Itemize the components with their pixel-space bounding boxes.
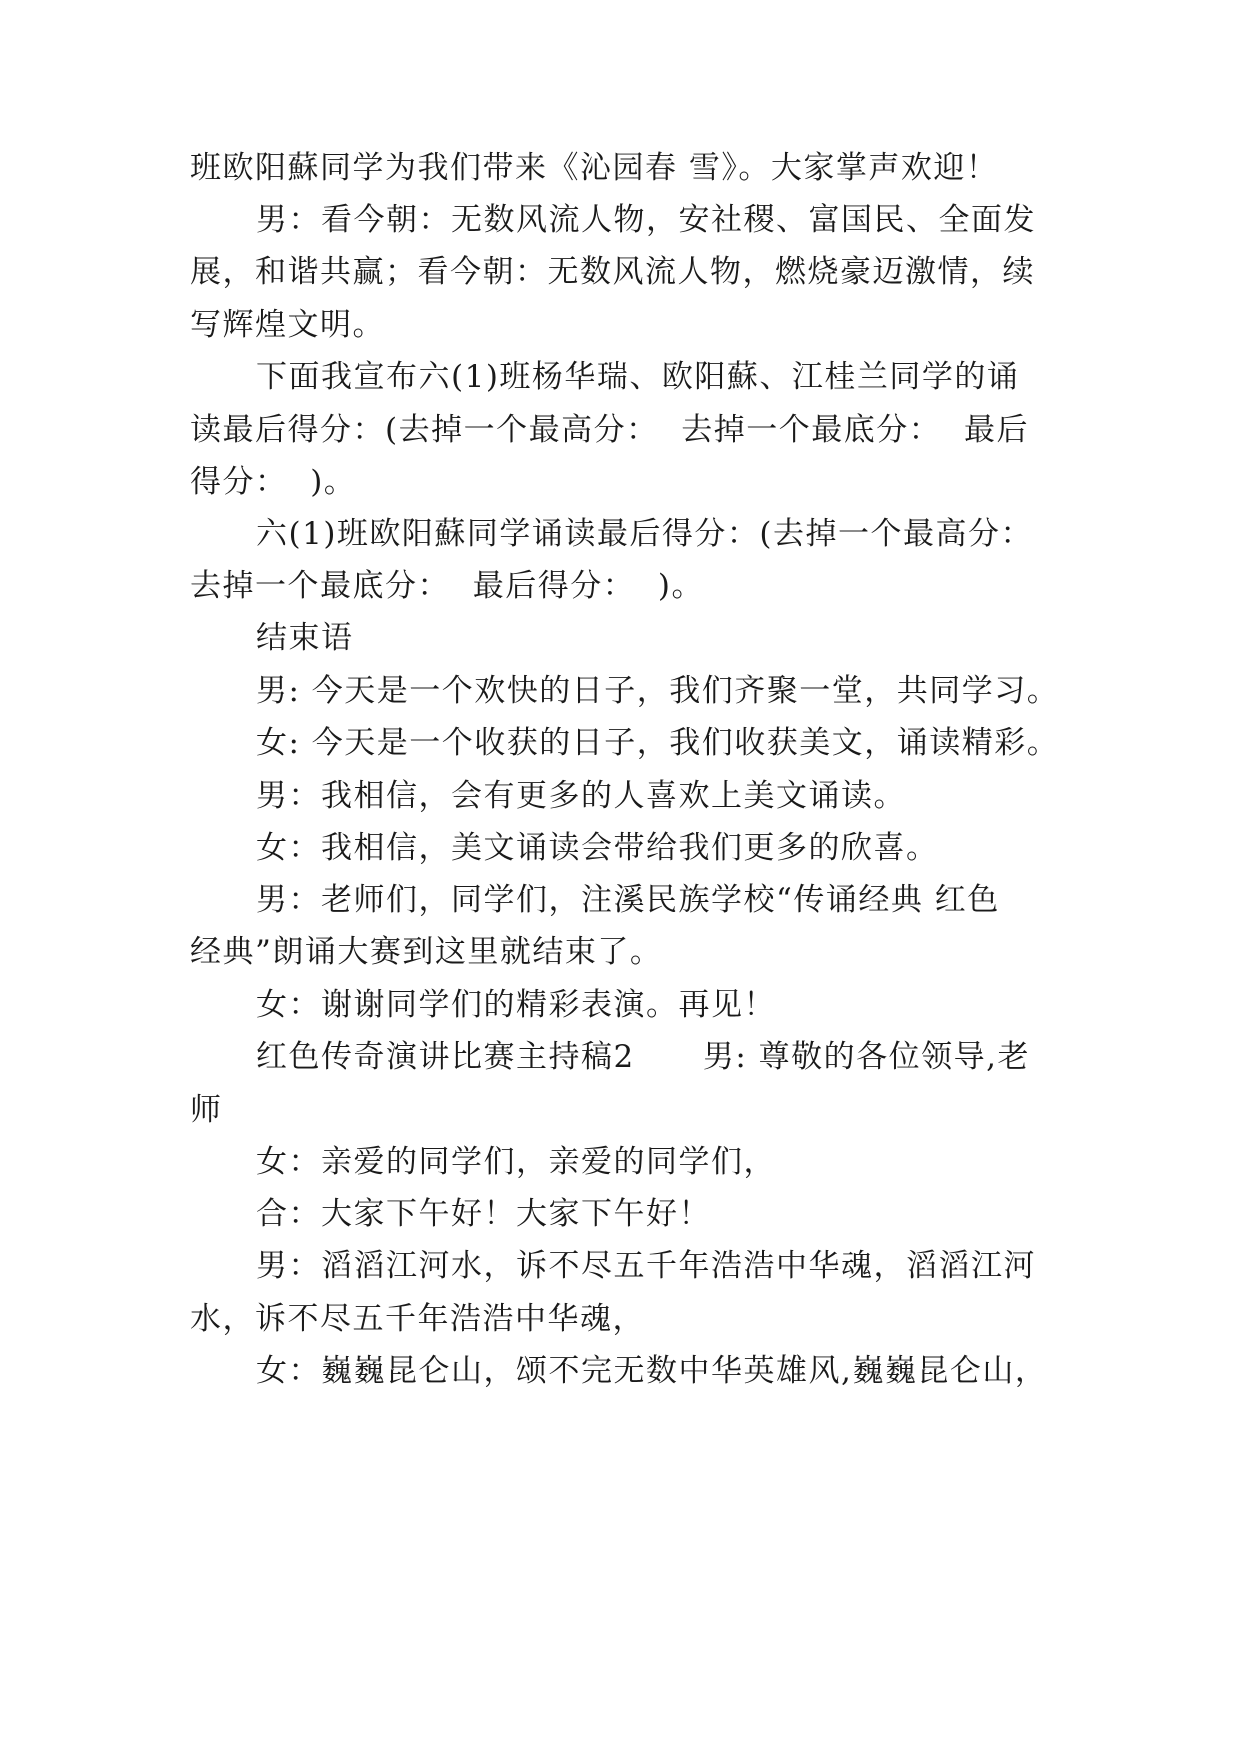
text-line: 合：大家下午好！大家下午好！ <box>256 1196 711 1232</box>
text-line: 男：老师们，同学们，注溪民族学校“传诵经典 红色 <box>256 882 1000 918</box>
text-line: 师 <box>190 1092 223 1128</box>
text-line: 男：看今朝：无数风流人物，安社稷、富国民、全面发 <box>256 202 1036 238</box>
text-line: 女：亲爱的同学们，亲爱的同学们， <box>256 1144 776 1180</box>
text-line: 男: 今天是一个欢快的日子，我们齐聚一堂，共同学习。 <box>256 673 1060 709</box>
text-line: 经典”朗诵大赛到这里就结束了。 <box>190 934 663 970</box>
text-line: 水，诉不尽五千年浩浩中华魂， <box>190 1301 645 1337</box>
text-line: 六(1)班欧阳蘇同学诵读最后得分：(去掉一个最高分： <box>256 516 1034 552</box>
text-line: 男：滔滔江河水，诉不尽五千年浩浩中华魂，滔滔江河 <box>256 1248 1036 1284</box>
text-line: 得分： )。 <box>190 464 357 500</box>
text-line: 下面我宣布六(1)班杨华瑞、欧阳蘇、江桂兰同学的诵 <box>256 359 1020 395</box>
text-line: 女：我相信，美文诵读会带给我们更多的欣喜。 <box>256 830 939 866</box>
text-line: 女：巍巍昆仑山，颂不完无数中华英雄风,巍巍昆仑山， <box>256 1353 1048 1389</box>
text-line: 男：我相信，会有更多的人喜欢上美文诵读。 <box>256 778 906 814</box>
text-line: 女: 今天是一个收获的日子，我们收获美文，诵读精彩。 <box>256 725 1060 761</box>
text-line: 女：谢谢同学们的精彩表演。再见！ <box>256 987 776 1023</box>
section-heading: 结束语 <box>256 620 354 656</box>
text-line: 读最后得分：(去掉一个最高分： 去掉一个最底分： 最后 <box>190 412 1030 448</box>
text-line: 展，和谐共赢；看今朝：无数风流人物，燃烧豪迈激情，续 <box>190 254 1035 290</box>
text-line: 红色传奇演讲比赛主持稿2 男: 尊敬的各位领导,老 <box>256 1039 1030 1075</box>
text-line: 写辉煌文明。 <box>190 307 385 343</box>
text-line: 班欧阳蘇同学为我们带来《沁园春 雪》。大家掌声欢迎！ <box>190 150 999 186</box>
text-line: 去掉一个最底分： 最后得分： )。 <box>190 568 705 604</box>
